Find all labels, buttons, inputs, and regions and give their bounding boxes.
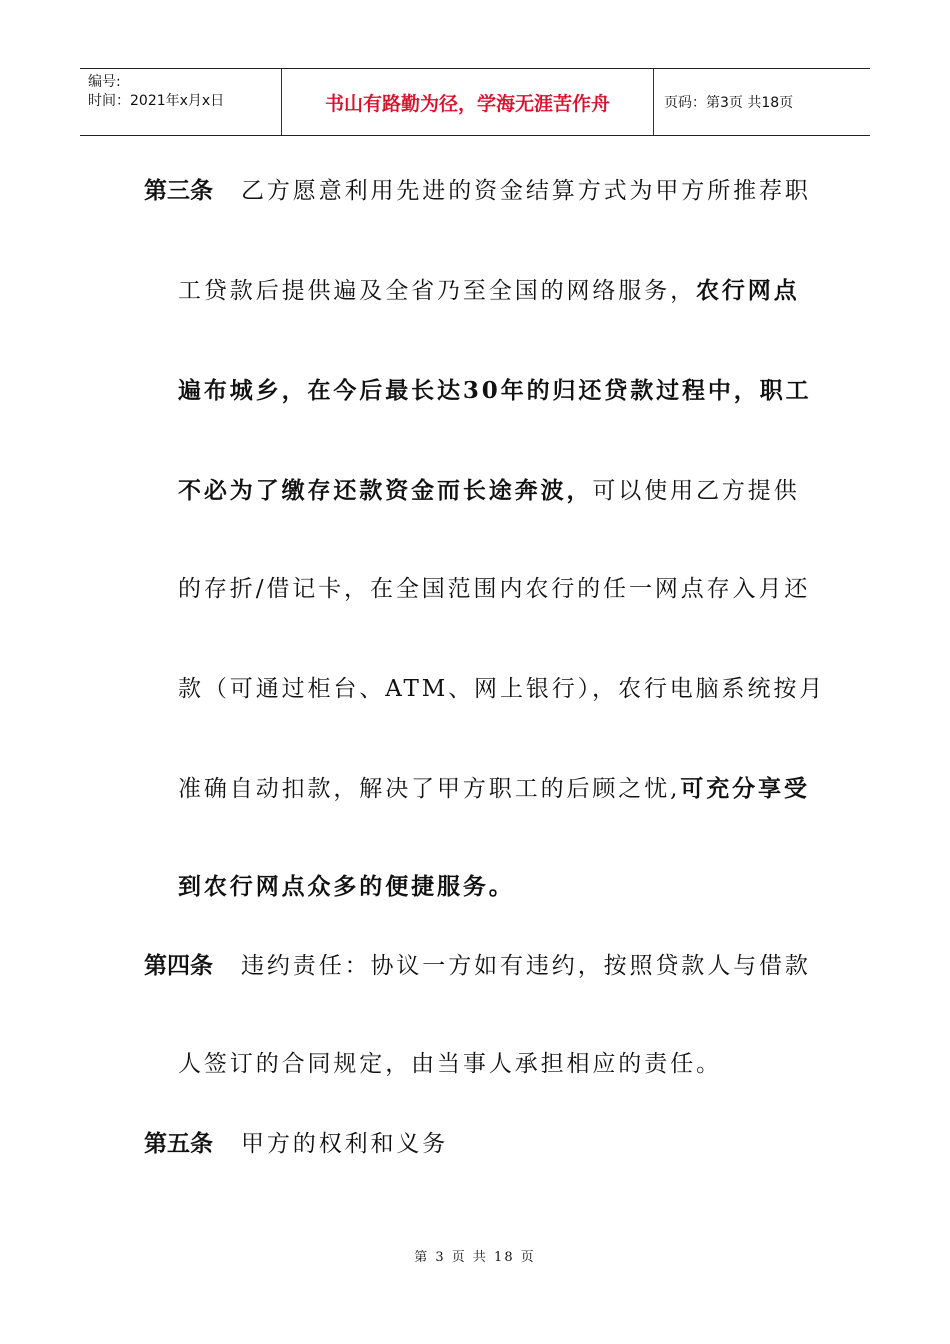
article-heading: 第三条 [144,178,213,204]
article-line [178,770,810,803]
article-first-line [144,1125,448,1158]
header-slogan: 书山有路勤为径，学海无涯苦作舟 [282,69,654,135]
emphasized-text: 可充分享受 [680,775,810,802]
article-heading: 第五条 [144,1131,213,1157]
article-first-line [144,947,811,980]
article-heading: 第四条 [144,953,213,979]
article-first-line [144,172,811,205]
emphasized-text: 农行网点 [696,277,800,304]
body-text: 可以使用乙方提供 [592,478,800,504]
header-page-number: 页码：第3页 共18页 [664,95,794,111]
body-text: 乙方愿意利用先进的资金结算方式为甲方所推荐职 [241,178,811,204]
emphasized-text: 到农行网点众多的便捷服务。 [178,873,515,900]
document-date: 时间：2021年x月x日 [88,93,225,109]
page-header [80,68,870,136]
body-text: 人签订的合同规定，由当事人承担相应的责任。 [178,1051,722,1077]
page-footer: 第 3 页 共 18 页 [414,1250,536,1265]
document-number-label: 编号: [88,74,121,90]
header-meta [80,69,282,135]
emphasized-text: 遍布城乡，在今后最长达30年的归还贷款过程中，职工 [178,377,812,404]
article-line [178,472,800,505]
article-line [178,670,825,703]
emphasized-text: 不必为了缴存还款资金而长途奔波， [178,477,593,504]
body-text: 的存折/借记卡，在全国范围内农行的任一网点存入月还 [178,576,811,602]
article-line [178,1045,722,1078]
body-text: 违约责任：协议一方如有违约，按照贷款人与借款 [241,953,811,979]
article-line [178,372,812,405]
article-line [178,868,515,901]
article-line [178,272,800,305]
body-text: 准确自动扣款，解决了甲方职工的后顾之忧, [178,776,681,802]
body-text: 甲方的权利和义务 [241,1131,449,1157]
body-text: 款（可通过柜台、ATM、网上银行），农行电脑系统按月 [178,676,826,702]
article-line [178,570,810,603]
body-text: 工贷款后提供遍及全省乃至全国的网络服务， [178,278,696,304]
